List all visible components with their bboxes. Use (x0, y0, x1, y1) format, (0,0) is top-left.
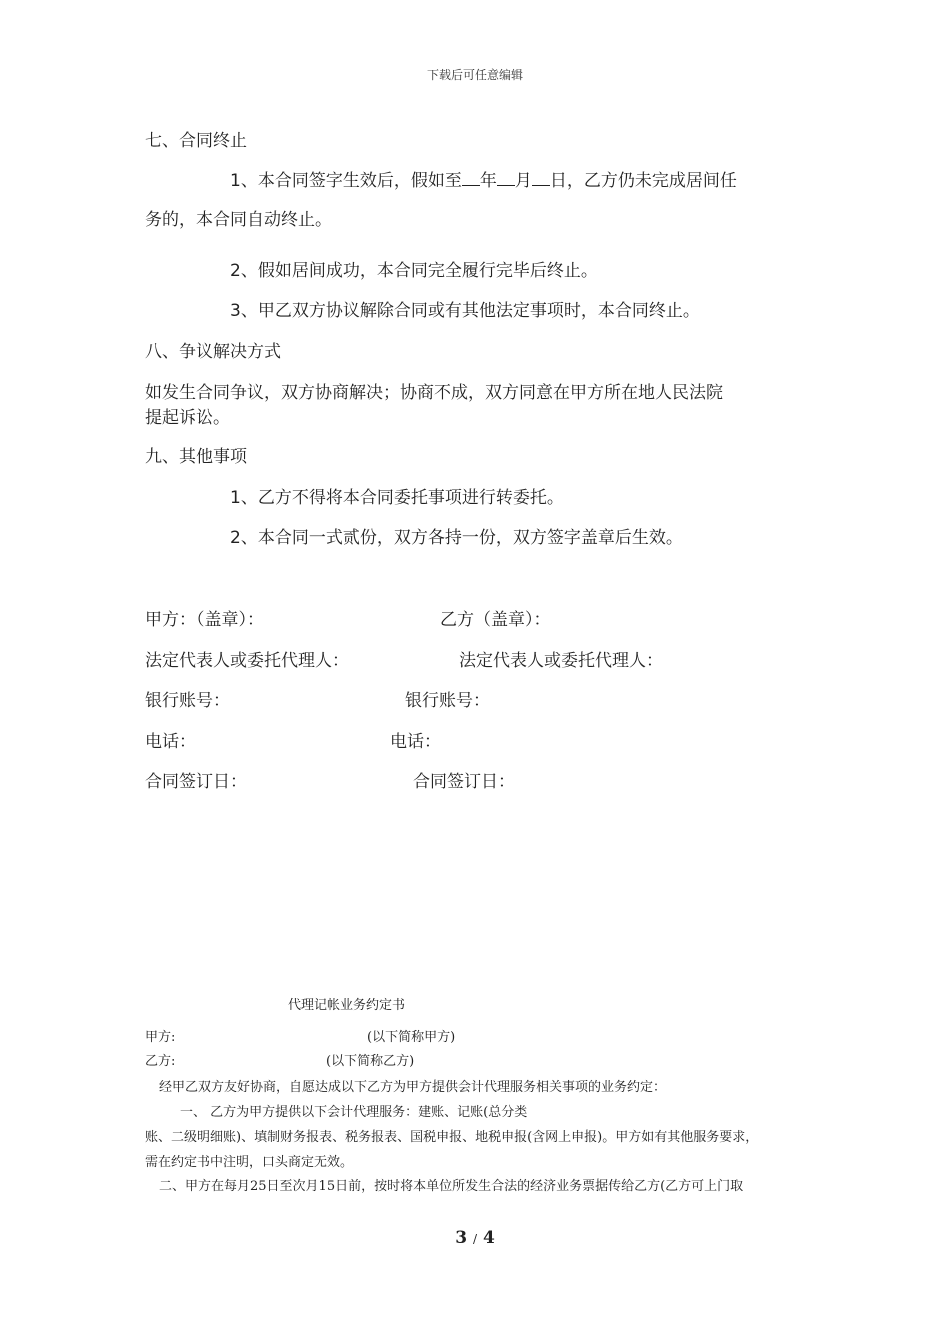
day-blank (532, 171, 550, 186)
page-header: 下载后可任意编辑 (426, 68, 523, 82)
sign-party-a: 甲方：（盖章）： (145, 610, 264, 630)
agreement-clause-1-line-1: 一、 乙方为甲方提供以下会计代理服务：建账、记账(总分类 (180, 1105, 528, 1120)
sign-bank-a: 银行账号： (145, 691, 230, 711)
agreement-clause-1-line-3: 需在约定书中注明，口头商定无效。 (145, 1155, 354, 1170)
sign-date-a: 合同签订日： (145, 772, 247, 792)
page-separator: / (472, 1232, 478, 1246)
agreement-clause-1-line-2: 账、二级明细账)、填制财务报表、税务报表、国税申报、地税申报(含网上申报)。甲方如有其他服务要求， (145, 1130, 759, 1145)
agreement-clause-2-line-1: 二、甲方在每月25日至次月15日前，按时将本单位所发生合法的经济业务票据传给乙方(乙方可上门取 (159, 1179, 744, 1194)
sign-phone-b: 电话： (390, 732, 441, 752)
agreement-party-a-label: 甲方: (145, 1030, 176, 1045)
page-number (0, 1228, 950, 1248)
item-1-year: 年 (479, 171, 497, 191)
section-8-title: 八、争议解决方式 (145, 342, 281, 362)
agreement-party-b-note: (以下简称乙方) (326, 1054, 415, 1069)
page-current: 3 (455, 1228, 468, 1248)
item-1-text-d: 日，乙方仍未完成居间任 (549, 171, 737, 191)
agreement-title: 代理记帐业务约定书 (288, 998, 406, 1013)
agreement-party-b-label: 乙方: (145, 1054, 176, 1069)
section-7-item-2: 2、假如居间成功，本合同完全履行完毕后终止。 (230, 261, 598, 281)
section-9-title: 九、其他事项 (145, 447, 247, 467)
month-blank (497, 171, 515, 186)
section-9-item-1: 1、乙方不得将本合同委托事项进行转委托。 (230, 488, 564, 508)
sign-rep-b: 法定代表人或委托代理人： (459, 651, 663, 671)
section-8-line-2: 提起诉讼。 (145, 408, 230, 428)
section-7-title: 七、合同终止 (145, 131, 247, 151)
section-9-item-2: 2、本合同一式贰份，双方各持一份，双方签字盖章后生效。 (230, 528, 683, 548)
agreement-party-a-note: (以下简称甲方) (367, 1030, 456, 1045)
sign-phone-a: 电话： (145, 732, 196, 752)
item-1-month: 月 (514, 171, 532, 191)
sign-date-b: 合同签订日： (413, 772, 515, 792)
section-8-line-1: 如发生合同争议，双方协商解决；协商不成，双方同意在甲方所在地人民法院 (145, 383, 723, 403)
section-7-item-1-cont: 务的，本合同自动终止。 (145, 210, 332, 230)
sign-bank-b: 银行账号： (405, 691, 490, 711)
sign-rep-a: 法定代表人或委托代理人： (145, 651, 349, 671)
section-7-item-1 (230, 166, 737, 191)
agreement-intro: 经甲乙双方友好协商，自愿达成以下乙方为甲方提供会计代理服务相关事项的业务约定： (159, 1080, 667, 1095)
year-blank (462, 171, 480, 186)
sign-party-b: 乙方（盖章）： (440, 610, 551, 630)
item-1-text-a: 1、本合同签字生效后，假如至 (230, 171, 462, 191)
section-7-item-3: 3、甲乙双方协议解除合同或有其他法定事项时，本合同终止。 (230, 301, 700, 321)
page-total: 4 (482, 1228, 495, 1248)
